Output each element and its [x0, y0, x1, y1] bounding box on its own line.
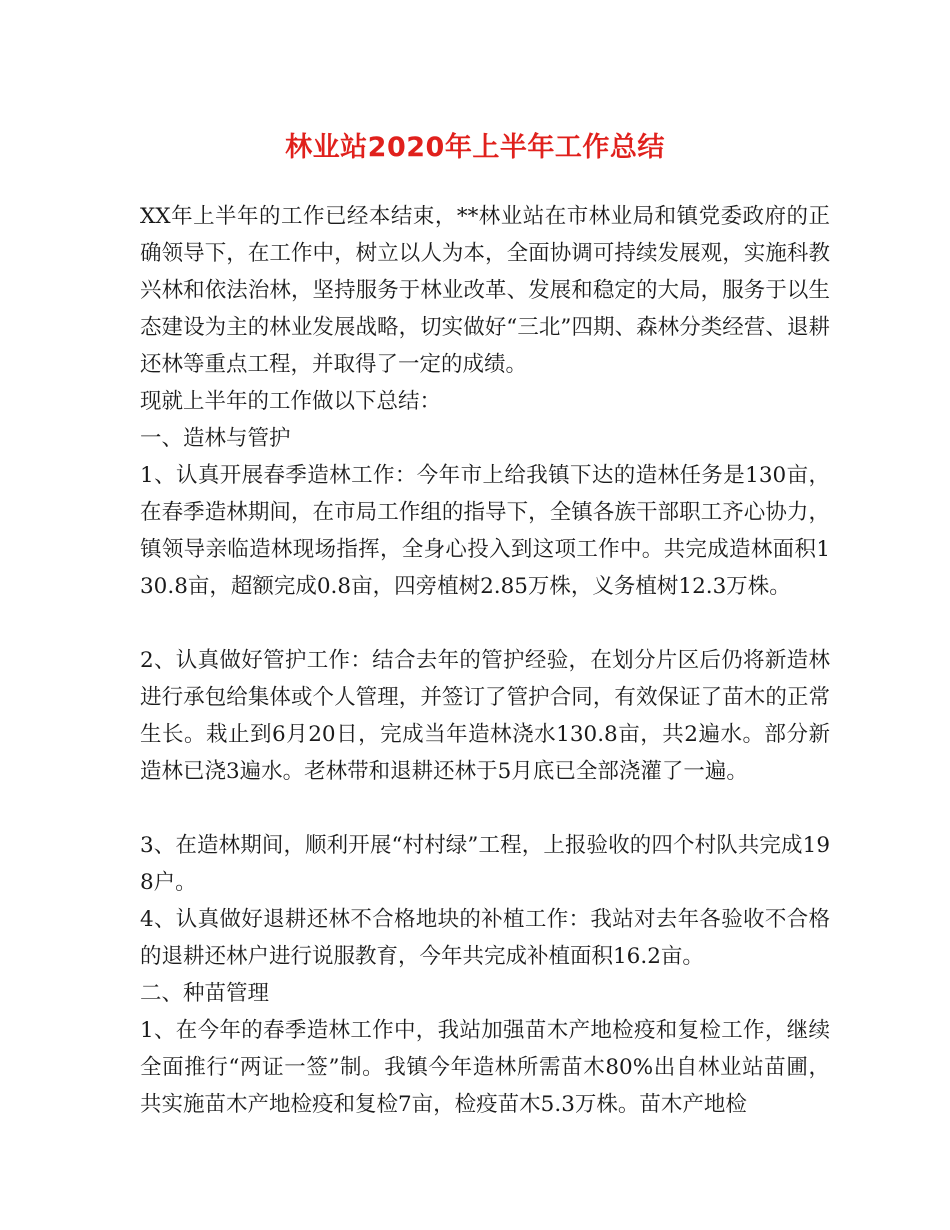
paragraph-gap [140, 790, 830, 827]
document-body [140, 198, 830, 1123]
item-spring-afforestation: 1、认真开展春季造林工作：今年市上给我镇下达的造林任务是130亩，在春季造林期间，在市局工作组的指导下，全镇各族干部职工齐心协力，镇领导亲临造林现场指挥，全身心投入到这项工作中。共完成造林面积130.8亩，超额完成0.8亩，四旁植树2.85万株，义务植树12.3万株。 [140, 463, 830, 599]
item-forest-management: 2、认真做好管护工作：结合去年的管护经验，在划分片区后仍将新造林进行承包给集体或个人管理，并签订了管护合同，有效保证了苗木的正常生长。栽止到6月20日，完成当年造林浇水130.8亩，共2遍水。部分新造林已浇3遍水。老林带和退耕还林于5月底已全部浇灌了一遍。 [140, 648, 830, 784]
paragraph-gap [140, 605, 830, 642]
item-replanting: 4、认真做好退耕还林不合格地块的补植工作：我站对去年各验收不合格的退耕还林户进行说服教育，今年共完成补植面积16.2亩。 [140, 907, 830, 969]
document-title: 林业站2020年上半年工作总结 [285, 132, 665, 163]
section-heading-afforestation: 一、造林与管护 [140, 426, 291, 451]
item-village-greening: 3、在造林期间，顺利开展“村村绿”工程，上报验收的四个村队共完成198户。 [140, 833, 830, 895]
section-heading-seedlings: 二、种苗管理 [140, 981, 270, 1006]
item-seedling-quarantine: 1、在今年的春季造林工作中，我站加强苗木产地检疫和复检工作，继续全面推行“两证一签”制。我镇今年造林所需苗木80%出自林业站苗圃，共实施苗木产地检疫和复检7亩，检疫苗木5.3万株。苗木产地检 [140, 1018, 830, 1117]
intro-paragraph: XX年上半年的工作已经本结束，**林业站在市林业局和镇党委政府的正确领导下，在工作中，树立以人为本，全面协调可持续发展观，实施科教兴林和依法治林，坚持服务于林业改革、发展和稳定的大局，服务于以生态建设为主的林业发展战略，切实做好“三北”四期、森林分类经营、退耕还林等重点工程，并取得了一定的成绩。 [140, 204, 830, 377]
summary-lead-paragraph: 现就上半年的工作做以下总结： [140, 389, 442, 414]
